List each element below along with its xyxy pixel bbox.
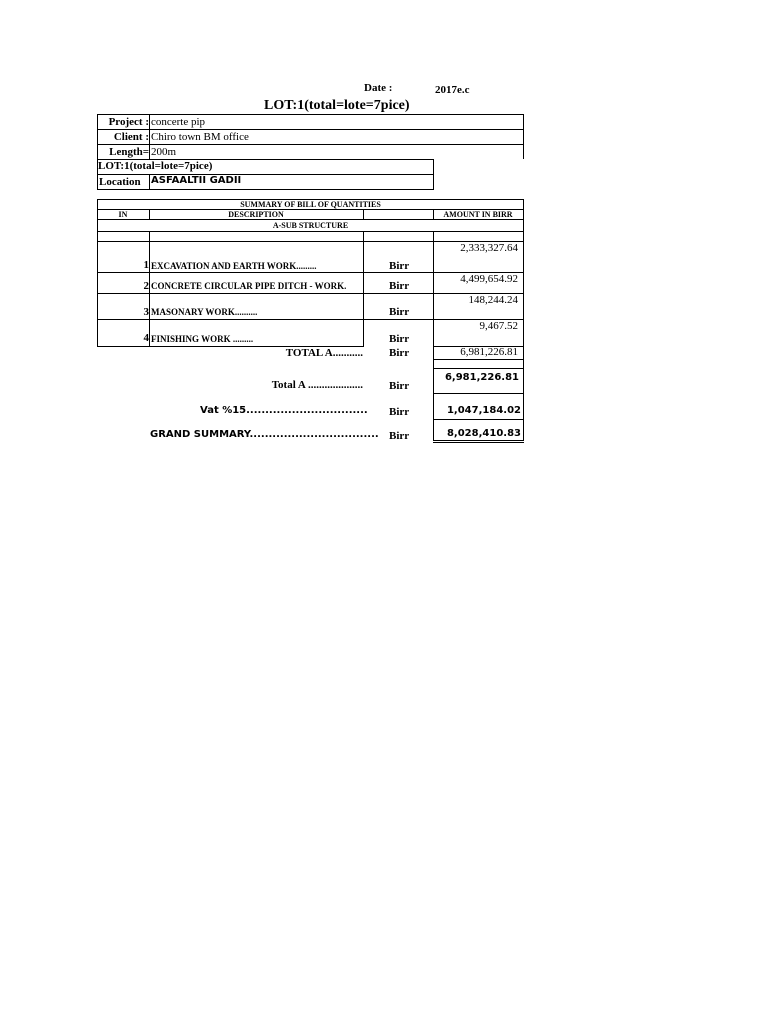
page-title: LOT:1(total=lote=7pice) [264, 98, 410, 113]
length-value: 200m [151, 146, 177, 158]
total-a-label: TOTAL A........... [285, 347, 363, 359]
row-2-unit: Birr [389, 280, 410, 292]
summary-total-a-amount: 6,981,226.81 [444, 372, 519, 383]
summary-title: SUMMARY OF BILL OF QUANTITIES [240, 200, 381, 209]
row-1-no: 1 [143, 259, 149, 271]
col-in: IN [118, 210, 128, 219]
row-2-amount: 4,499,654.92 [460, 273, 518, 285]
row-1-description: EXCAVATION AND EARTH WORK......... [151, 261, 317, 271]
col-description: DESCRIPTION [228, 210, 284, 219]
row-3-amount: 148,244.24 [468, 294, 518, 306]
total-a-amount: 6,981,226.81 [460, 346, 518, 358]
row-4-no: 4 [143, 332, 149, 344]
client-value: Chiro town BM office [151, 131, 249, 143]
lot-line: LOT:1(total=lote=7pice) [98, 160, 213, 172]
vat-unit: Birr [389, 406, 410, 418]
vat-label: Vat %15................................ [200, 405, 368, 416]
row-4-unit: Birr [389, 333, 410, 345]
row-1-unit: Birr [389, 260, 410, 272]
row-4-amount: 9,467.52 [479, 320, 518, 332]
grand-summary-unit: Birr [389, 430, 410, 442]
date-value: 2017e.c [435, 84, 470, 96]
summary-total-a-unit: Birr [389, 380, 410, 392]
client-label: Client : [113, 131, 149, 143]
date-label: Date : [364, 82, 393, 94]
row-2-description: CONCRETE CIRCULAR PIPE DITCH - WORK. [151, 281, 347, 291]
total-a-unit: Birr [389, 347, 410, 359]
location-value: ASFAALTII GADII [151, 175, 242, 186]
row-3-description: MASONARY WORK.......... [151, 307, 258, 317]
project-label: Project : [108, 116, 149, 128]
row-2-no: 2 [143, 280, 149, 292]
length-label: Length= [109, 146, 149, 158]
row-1-amount: 2,333,327.64 [460, 242, 518, 254]
row-4-description: FINISHING WORK ......... [151, 334, 254, 344]
vat-amount: 1,047,184.02 [446, 405, 521, 416]
row-3-no: 3 [143, 306, 149, 318]
grand-summary-label: GRAND SUMMARY.................................. [150, 429, 379, 440]
location-label: Location [99, 176, 141, 188]
row-3-unit: Birr [389, 306, 410, 318]
section-heading: A-SUB STRUCTURE [272, 221, 349, 230]
summary-total-a-label: Total A .................... [271, 379, 363, 391]
grand-summary-amount: 8,028,410.83 [446, 428, 521, 439]
col-amount: AMOUNT IN BIRR [443, 210, 513, 219]
project-value: concerte pip [151, 116, 206, 128]
